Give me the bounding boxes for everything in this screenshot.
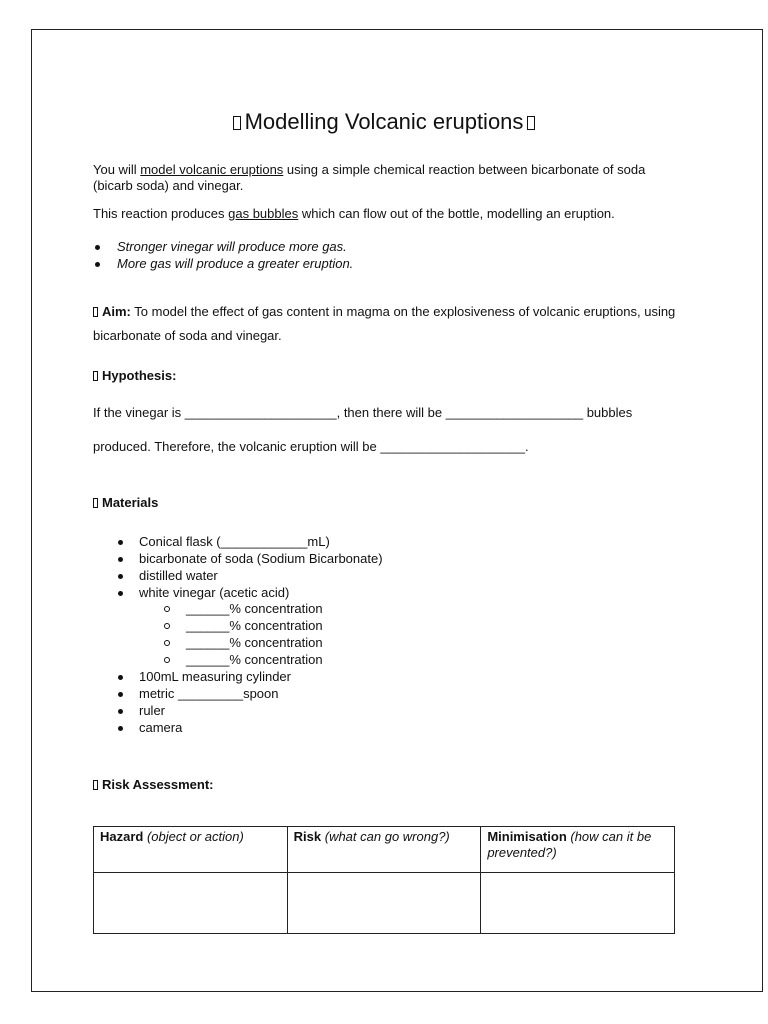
bullet-icon bbox=[118, 557, 123, 562]
sub-bullet-icon bbox=[164, 606, 170, 612]
sub-bullet-icon bbox=[164, 623, 170, 629]
list-item: distilled water bbox=[139, 568, 218, 583]
model-volcanic-eruptions-link: model volcanic eruptions bbox=[140, 162, 284, 177]
list-item: Conical flask (____________mL) bbox=[139, 534, 330, 549]
gas-bubbles-link: gas bubbles bbox=[228, 206, 299, 221]
list-item: bicarbonate of soda (Sodium Bicarbonate) bbox=[139, 551, 383, 566]
bullet-icon bbox=[118, 591, 123, 596]
placeholder-glyph-icon bbox=[93, 307, 98, 317]
list-item: 100mL measuring cylinder bbox=[139, 669, 291, 684]
bullet-icon bbox=[95, 245, 100, 250]
hazard-column-header: Hazard (object or action) bbox=[94, 827, 288, 873]
aim-label: Aim: bbox=[102, 304, 131, 319]
bullet-icon bbox=[118, 675, 123, 680]
bullet-icon bbox=[118, 574, 123, 579]
hazard-cell[interactable] bbox=[94, 873, 288, 934]
table-header-row bbox=[94, 827, 675, 873]
hypothesis-heading: Hypothesis: bbox=[93, 368, 176, 384]
list-item: white vinegar (acetic acid) bbox=[139, 585, 290, 600]
hypothesis-line-1: If the vinegar is _____________________, then there will be ___________________ bubbles bbox=[93, 405, 633, 420]
risk-assessment-table bbox=[93, 826, 675, 934]
sub-list-item: ______% concentration bbox=[186, 618, 323, 633]
bullet-icon bbox=[118, 540, 123, 545]
risk-cell[interactable] bbox=[287, 873, 481, 934]
bullet-icon bbox=[95, 262, 100, 267]
minimisation-cell[interactable] bbox=[481, 873, 675, 934]
bullet-item: Stronger vinegar will produce more gas. bbox=[117, 239, 347, 254]
sub-bullet-icon bbox=[164, 640, 170, 646]
list-item: metric _________spoon bbox=[139, 686, 279, 701]
aim-section: Aim: To model the effect of gas content in magma on the explosiveness of volcanic eruptions, using bicarbonate of soda and vinegar. bbox=[93, 304, 676, 343]
intro-paragraph-1: You will model volcanic eruptions using a simple chemical reaction between bicarbonate of soda (bicarb soda) and vinegar. bbox=[93, 162, 646, 193]
list-item: ruler bbox=[139, 703, 166, 718]
title-text: Modelling Volcanic eruptions bbox=[244, 109, 524, 134]
bullet-icon bbox=[118, 692, 123, 697]
page-title bbox=[0, 109, 768, 135]
sub-list-item: ______% concentration bbox=[186, 601, 323, 616]
placeholder-glyph-icon bbox=[233, 116, 241, 130]
placeholder-glyph-icon bbox=[527, 116, 535, 130]
sub-list-item: ______% concentration bbox=[186, 652, 323, 667]
list-item: camera bbox=[139, 720, 183, 735]
risk-assessment-heading: Risk Assessment: bbox=[93, 777, 214, 793]
minimisation-column-header: Minimisation (how can it be prevented?) bbox=[481, 827, 675, 873]
bullet-item: More gas will produce a greater eruption. bbox=[117, 256, 354, 271]
bullet-icon bbox=[118, 709, 123, 714]
sub-bullet-icon bbox=[164, 657, 170, 663]
placeholder-glyph-icon bbox=[93, 780, 98, 790]
sub-list-item: ______% concentration bbox=[186, 635, 323, 650]
intro-paragraph-2: This reaction produces gas bubbles which can flow out of the bottle, modelling an eruption. bbox=[93, 206, 615, 221]
placeholder-glyph-icon bbox=[93, 498, 98, 508]
materials-heading: Materials bbox=[93, 495, 158, 511]
placeholder-glyph-icon bbox=[93, 371, 98, 381]
bullet-icon bbox=[118, 726, 123, 731]
risk-column-header: Risk (what can go wrong?) bbox=[287, 827, 481, 873]
hypothesis-line-2: produced. Therefore, the volcanic eruption will be ____________________. bbox=[93, 439, 529, 454]
table-row bbox=[94, 873, 675, 934]
